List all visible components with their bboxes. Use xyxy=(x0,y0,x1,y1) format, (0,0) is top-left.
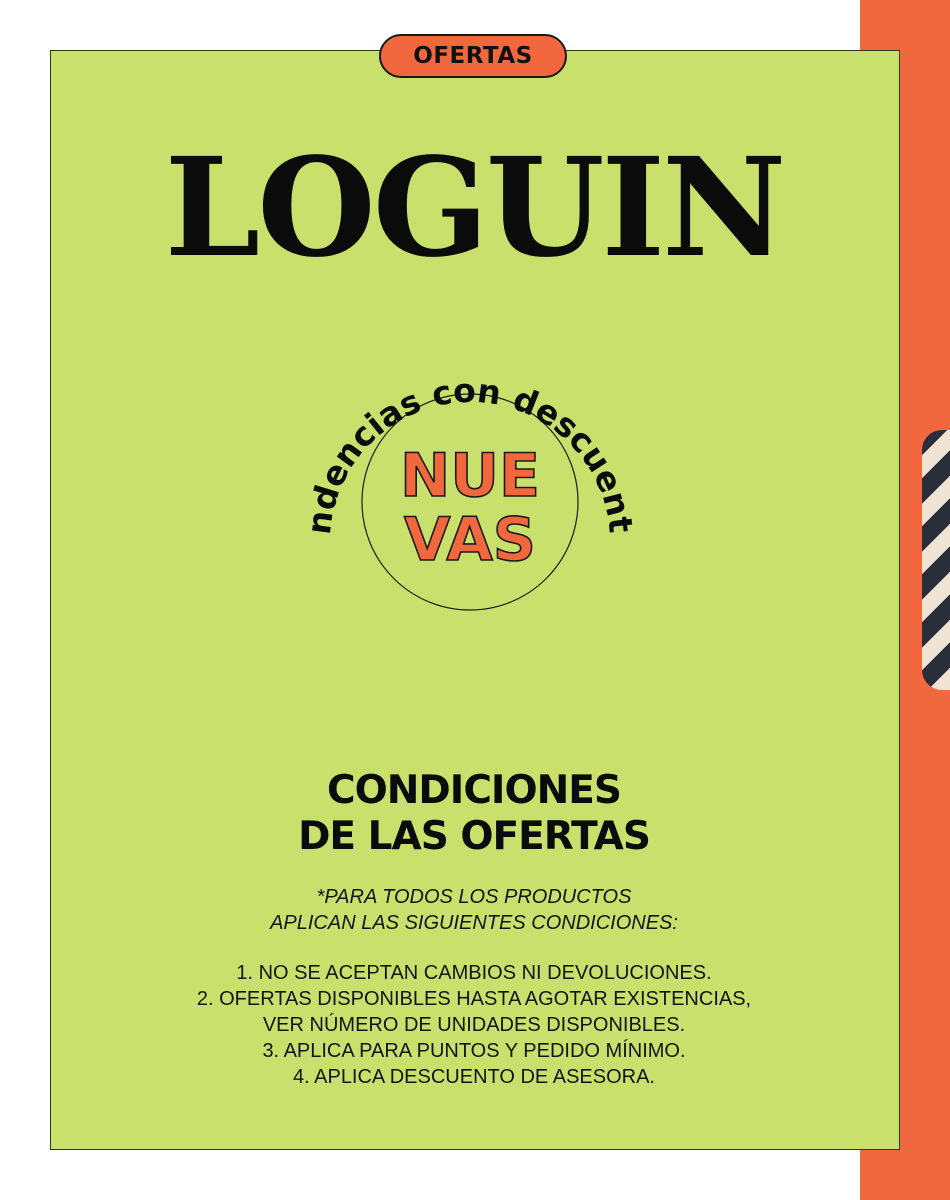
badge-graphic xyxy=(290,330,650,630)
nuevas-badge xyxy=(290,330,650,630)
rule-item: 1. NO SE ACEPTAN CAMBIOS NI DEVOLUCIONES. xyxy=(236,962,712,984)
conditions-note-line1: *PARA TODOS LOS PRODUCTOS xyxy=(316,886,632,908)
rule-item: 2. OFERTAS DISPONIBLES HASTA AGOTAR EXISTENCIAS, xyxy=(196,988,752,1010)
rule-item: VER NÚMERO DE UNIDADES DISPONIBLES. xyxy=(262,1014,686,1036)
conditions-title-line2: DE LAS OFERTAS xyxy=(298,814,650,859)
striped-garment-image xyxy=(922,430,950,690)
rule-item: 4. APLICA DESCUENTO DE ASESORA. xyxy=(293,1066,655,1088)
conditions-rules-list xyxy=(50,960,898,1090)
conditions-title xyxy=(50,768,898,860)
conditions-note xyxy=(50,884,898,936)
ofertas-tag-label: OFERTAS xyxy=(413,43,533,69)
badge-arc-text: ndencias con descuent xyxy=(298,370,641,537)
conditions-title-line1: CONDICIONES xyxy=(327,768,621,813)
badge-nue-text: NUE xyxy=(400,441,540,511)
ofertas-tag xyxy=(379,34,567,78)
conditions-note-line2: APLICAN LAS SIGUIENTES CONDICIONES: xyxy=(270,912,678,934)
brand-title: LOGUIN xyxy=(164,128,784,288)
rule-item: 3. APLICA PARA PUNTOS Y PEDIDO MÍNIMO. xyxy=(262,1040,686,1062)
badge-vas-text: VAS xyxy=(403,505,537,575)
